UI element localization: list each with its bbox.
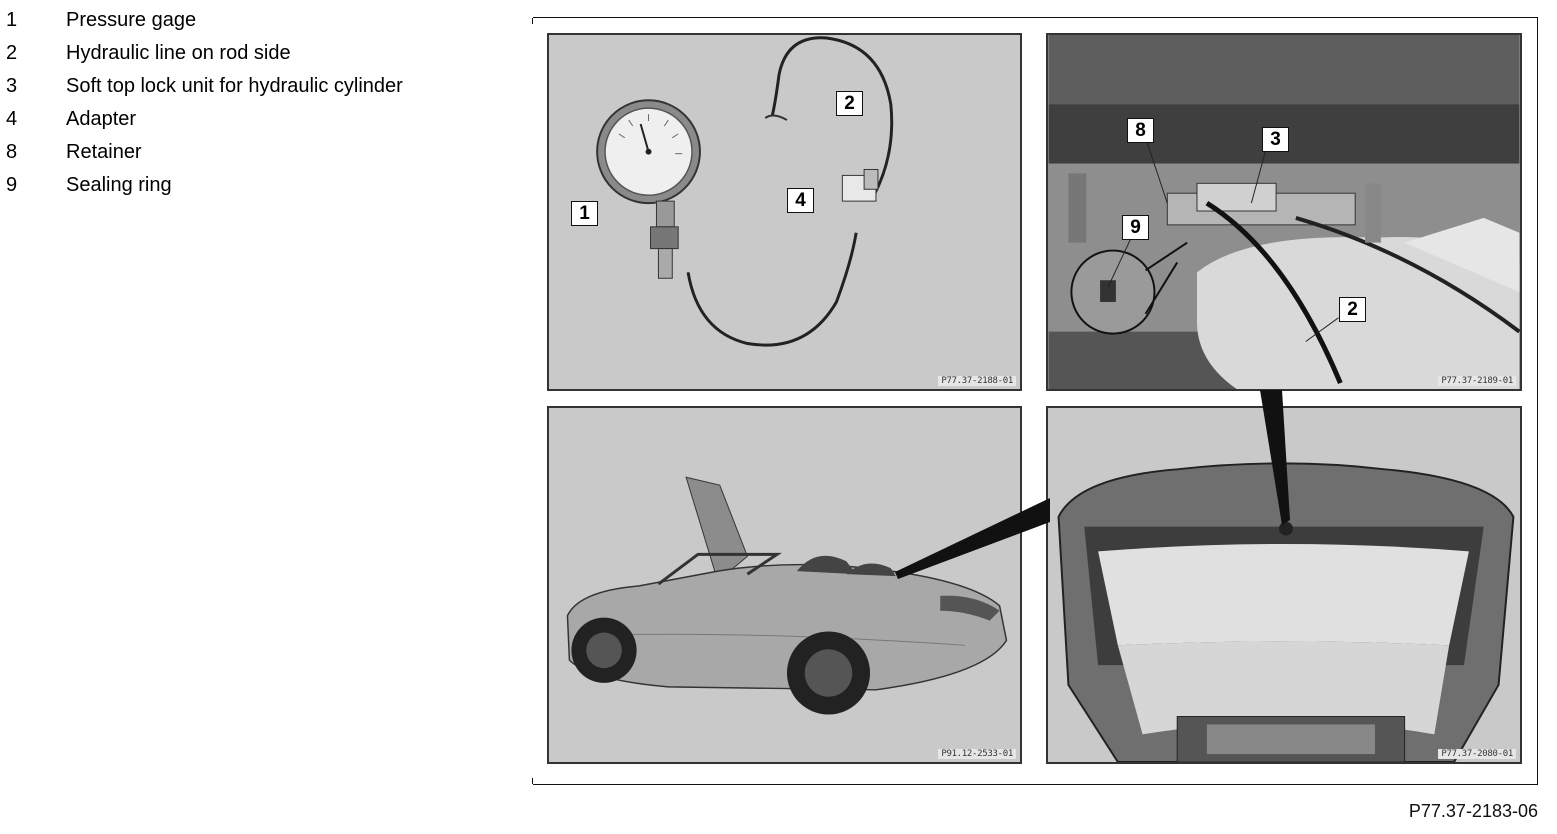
legend-number: 8 [6,141,18,163]
legend-label: Pressure gage [66,9,197,31]
legend-number: 3 [6,75,18,97]
legend-label: Adapter [66,108,137,130]
callout-label: 8 [1127,118,1154,143]
callout-label: 2 [836,91,863,116]
panel-code: P91.12-2533-01 [938,749,1016,759]
panel-pressure-gage-kit [547,33,1022,391]
legend-item [0,105,520,138]
legend-label: Hydraulic line on rod side [66,42,291,64]
legend-number: 2 [6,42,18,64]
legend-number: 1 [6,9,18,31]
legend-number: 9 [6,174,18,196]
callout-label: 9 [1122,215,1149,240]
legend-label: Soft top lock unit for hydraulic cylinder [66,75,403,97]
legend-label: Sealing ring [66,174,172,196]
parts-legend [0,6,520,204]
callout-label: 3 [1262,127,1289,152]
convertible-vehicle-illustration [549,408,1020,762]
panel-code: P77.37-2189-01 [1438,376,1516,386]
panel-lock-unit-closeup [1046,33,1522,391]
callout-label: 1 [571,201,598,226]
panel-vehicle [547,406,1022,764]
legend-item [0,39,520,72]
callout-label: 4 [787,188,814,213]
legend-item [0,171,520,204]
callout-label: 2 [1339,297,1366,322]
legend-item [0,6,520,39]
legend-item [0,138,520,171]
panel-code: P77.37-2188-01 [938,376,1016,386]
panel-code: P77.37-2080-01 [1438,749,1516,759]
legend-number: 4 [6,108,18,130]
legend-item [0,72,520,105]
pressure-gage-illustration [549,35,1020,389]
legend-label: Retainer [66,141,142,163]
lock-unit-illustration [1048,35,1520,389]
panel-rear-view [1046,406,1522,764]
figure-id: P77.37-2183-06 [1408,801,1538,821]
soft-top-rear-illustration [1048,408,1520,762]
